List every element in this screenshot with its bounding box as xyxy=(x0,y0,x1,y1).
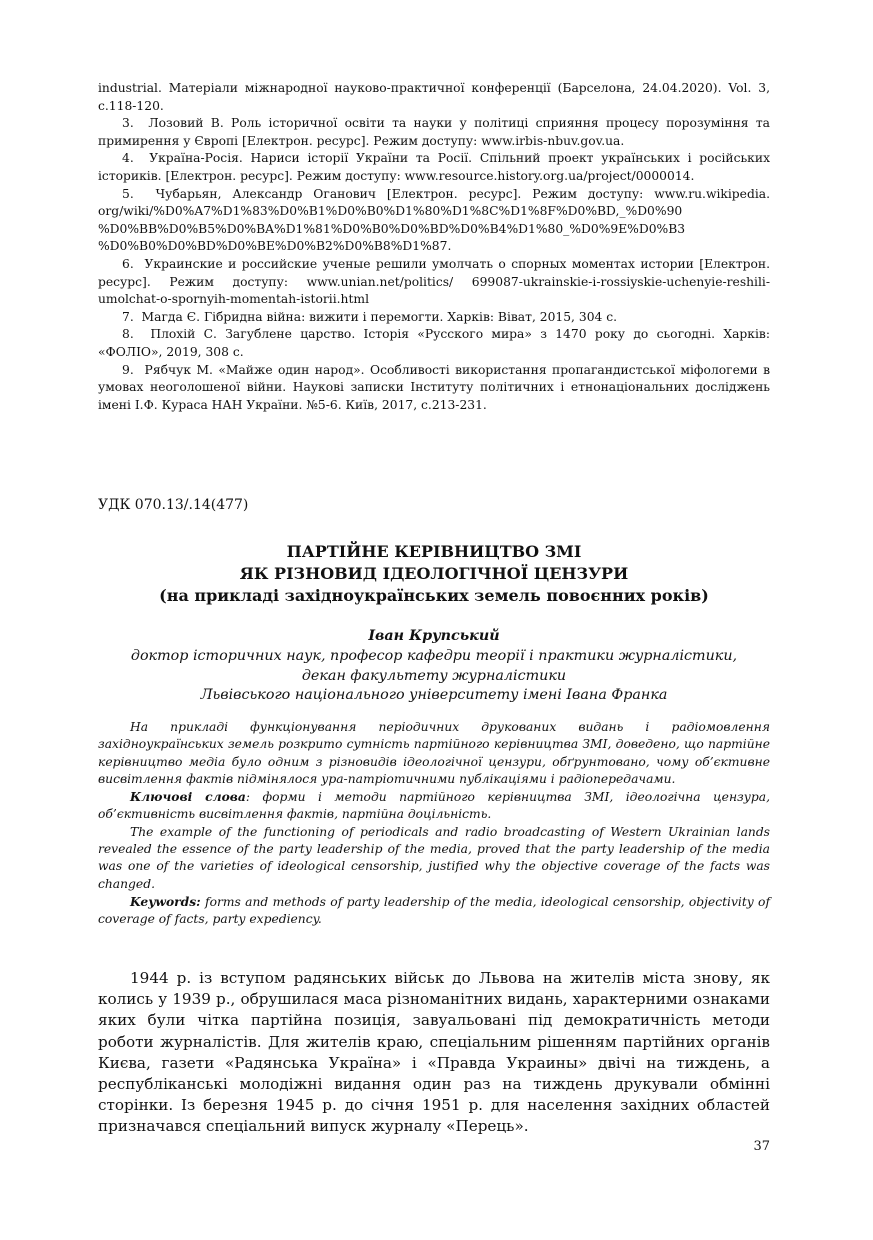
keywords-text: forms and methods of party leadership of the media, ideological censorship, objectivity of coverage of facts, party expediency. xyxy=(98,894,770,927)
reference-item: 9. Рябчук М. «Майже один народ». Особливості використання пропагандистської міфологеми в умовах неоголошеної війни. Наукові записки Інституту політичних і етнонаціональних досліджень імені І.Ф. Кураса НАН України. №5-6. Київ, 2017, с.213-231. xyxy=(98,362,770,412)
page-number: 37 xyxy=(753,1139,770,1154)
keywords-en xyxy=(98,893,770,929)
reference-item: 7. Магда Є. Гібридна війна: вижити і перемогти. Харків: Віват, 2015, 304 с. xyxy=(122,309,618,324)
keywords-uk xyxy=(98,788,770,824)
body-paragraph: 1944 р. із вступом радянських військ до Львова на жителів міста знову, як колись у 1939 р., обрушилася маса різноманітних видань, характерними ознаками яких були чітка партійна позиція, завуальовані під демократичність методи роботи журналістів. Для жителів краю, спеціальним рішенням партійних органів Києва, газети «Радянська Україна» і «Правда Украины» двічі на тиждень, а республіканські молодіжні видання один раз на тиждень друкували обмінні сторінки. Із березня 1945 р. до січня 1951 р. для населення західних областей призначався спеціальний випуск журналу «Перець». xyxy=(98,969,770,1136)
title-line: ЯК РІЗНОВИД ІДЕОЛОГІЧНОЇ ЦЕНЗУРИ xyxy=(239,564,629,583)
reference-item: 6. Украинские и российские ученые решили умолчать о спорных моментах истории [Електрон. ресурс]. Режим доступу: www.unian.net/politics/ 699087-ukrainskie-i-rossiyskie-uchenyie-reshili-umolchat-o-spornyih-momentah-istorii.html xyxy=(98,256,770,307)
author-name: Іван Крупський xyxy=(368,628,500,644)
title-line: ПАРТІЙНЕ КЕРІВНИЦТВО ЗМІ xyxy=(286,542,582,561)
reference-item: 4. Україна-Росія. Нариси історії України та Росії. Спільний проект українських і російських істориків. [Електрон. ресурс]. Режим доступу: www.resource.history.org.ua/project/0000014. xyxy=(98,151,770,183)
author-affiliation: доктор історичних наук, професор кафедри теорії і практики журналістики, xyxy=(130,647,738,664)
abstract-uk: На прикладі функціонування періодичних друкованих видань і радіомовлення західноукраїнських земель розкрито сутність партійного керівництва ЗМІ, доведено, що партійне керівництво медіа було одним з різновидів ідеологічної цензури, обґрунтовано, чому об’єктивне висвітлення фактів підмінялося ура-патріотичними публікаціями і радіопередачами. xyxy=(98,720,770,786)
reference-item: industrial. Матеріали міжнародної науково-практичної конференції (Барселона, 24.04.2020). Vol. 3, c.118-120. xyxy=(98,81,770,113)
abstract-block xyxy=(98,719,770,929)
article-title xyxy=(98,541,770,607)
keywords-label: Ключові слова xyxy=(130,789,246,805)
references-list xyxy=(98,80,770,414)
reference-item: 8. Плохій С. Загублене царство. Історія «Русского мира» з 1470 року до сьогодні. Харків: «ФОЛІО», 2019, 308 с. xyxy=(98,327,770,359)
abstract-en: The example of the functioning of periodicals and radio broadcasting of Western Ukrainian lands revealed the essence of the party leadership of the media, proved that the party leadership of the media was one of the varieties of ideological censorship, justified why the objective coverage of the facts was changed. xyxy=(98,824,770,891)
reference-item: 5. Чубарьян, Александр Оганович [Електрон. ресурс]. Режим доступу: www.ru.wikipedia. org/wiki/%D0%A7%D1%83%D0%B1%D0%B0%D1%80%D1%8C%D1%8F%D0%BD,_%D0%90 %D0%BB%D0%B5%D0%BA%D1%81%D0%B0%D0%BD%D0%B4%D1%80_%D0%9E%D0%B3 %D0%B0%D0%BD%D0%BE%D0%B2%D0%B8%D1%87. xyxy=(98,186,770,254)
author-block xyxy=(98,627,770,706)
author-affiliation: Львівського національного університету імені Івана Франка xyxy=(200,687,668,704)
udk-code: УДК 070.13/.14(477) xyxy=(98,497,249,513)
keywords-text: : форми і методи партійного керівництва ЗМІ, ідеологічна цензура, об’єктивність висвітлення фактів, партійна доцільність. xyxy=(98,790,770,822)
article-body xyxy=(98,968,770,1138)
reference-item: 3. Лозовий В. Роль історичної освіти та науки у політиці сприяння процесу порозуміння та примирення у Європі [Електрон. ресурс]. Режим доступу: www.irbis-nbuv.gov.ua. xyxy=(98,116,770,148)
keywords-label: Keywords: xyxy=(130,893,201,909)
author-affiliation: декан факультету журналістики xyxy=(301,667,567,684)
title-subtitle: (на прикладі західноукраїнських земель повоєнних років) xyxy=(159,586,709,605)
